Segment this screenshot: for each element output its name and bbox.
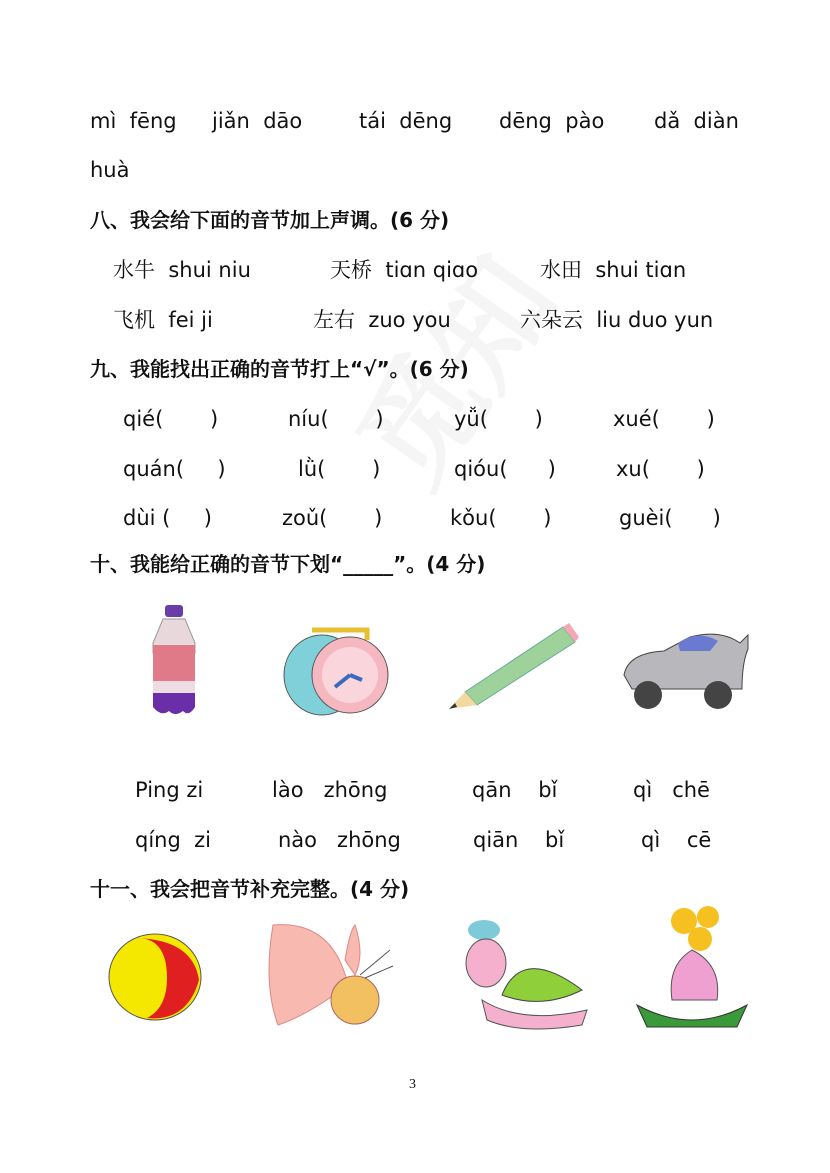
tone-item: 水牛 shui niu (113, 258, 251, 282)
pencil-icon (445, 617, 580, 712)
pinyin-word: jiǎn dāo (212, 109, 303, 133)
pinyin-option[interactable]: qiān bǐ (473, 828, 565, 852)
pinyin-option[interactable]: qān bǐ (472, 778, 558, 802)
choice-item[interactable]: xu( ) (616, 457, 705, 481)
flower-boat-icon (632, 905, 752, 1035)
choice-item[interactable]: qié( ) (123, 407, 219, 431)
ball-icon (107, 932, 203, 1022)
bottle-icon (145, 605, 205, 717)
tone-item: 天桥 tiɑn qiɑo (330, 258, 479, 282)
section-9-title: 九、我能找出正确的音节打上“√”。(6 分) (90, 357, 469, 381)
choice-item[interactable]: qióu( ) (454, 457, 556, 481)
pinyin-word: mì fēng (90, 109, 177, 133)
section-11-title: 十一、我会把音节补充完整。(4 分) (90, 877, 410, 901)
choice-item[interactable]: xué( ) (613, 407, 715, 431)
pinyin-option[interactable]: lào zhōng (272, 778, 388, 802)
pinyin-word: huà (90, 158, 130, 182)
choice-item[interactable]: kǒu( ) (450, 506, 552, 530)
car-icon (618, 615, 750, 715)
tone-item: 水田 shui tiɑn (540, 258, 687, 282)
pinyin-option[interactable]: nào zhōng (278, 828, 401, 852)
pinyin-word: dǎ diàn (654, 109, 739, 133)
choice-item[interactable]: zoǔ( ) (282, 506, 383, 530)
tone-item: 左右 zuo you (313, 308, 451, 332)
pinyin-option[interactable]: qì chē (633, 778, 710, 802)
tone-item: 六朵云 liu duo yun (520, 308, 714, 332)
choice-item[interactable]: níu( ) (288, 407, 384, 431)
pinyin-option[interactable]: Ping zi (135, 778, 204, 802)
pinyin-word: dēng pào (499, 109, 605, 133)
alarm-clock-icon (282, 620, 392, 720)
pinyin-word: tái dēng (359, 109, 453, 133)
pinyin-option[interactable]: qì cē (641, 828, 712, 852)
choice-item[interactable]: lǜ( ) (298, 457, 381, 481)
pinyin-option[interactable]: qíng zi (135, 828, 212, 852)
choice-item[interactable]: dùi ( ) (123, 506, 212, 530)
choice-item[interactable]: quán( ) (123, 457, 226, 481)
section-10-title: 十、我能给正确的音节下划“_____”。(4 分) (90, 552, 486, 576)
turtle-icon (462, 915, 592, 1045)
section-8-title: 八、我会给下面的音节加上声调。(6 分) (90, 208, 450, 232)
page-number: 3 (409, 1077, 416, 1092)
choice-item[interactable]: yǚ( ) (454, 407, 543, 431)
choice-item[interactable]: guèi( ) (619, 506, 721, 530)
tone-item: 飞机 fei ji (113, 308, 213, 332)
butterfly-icon (265, 920, 400, 1032)
